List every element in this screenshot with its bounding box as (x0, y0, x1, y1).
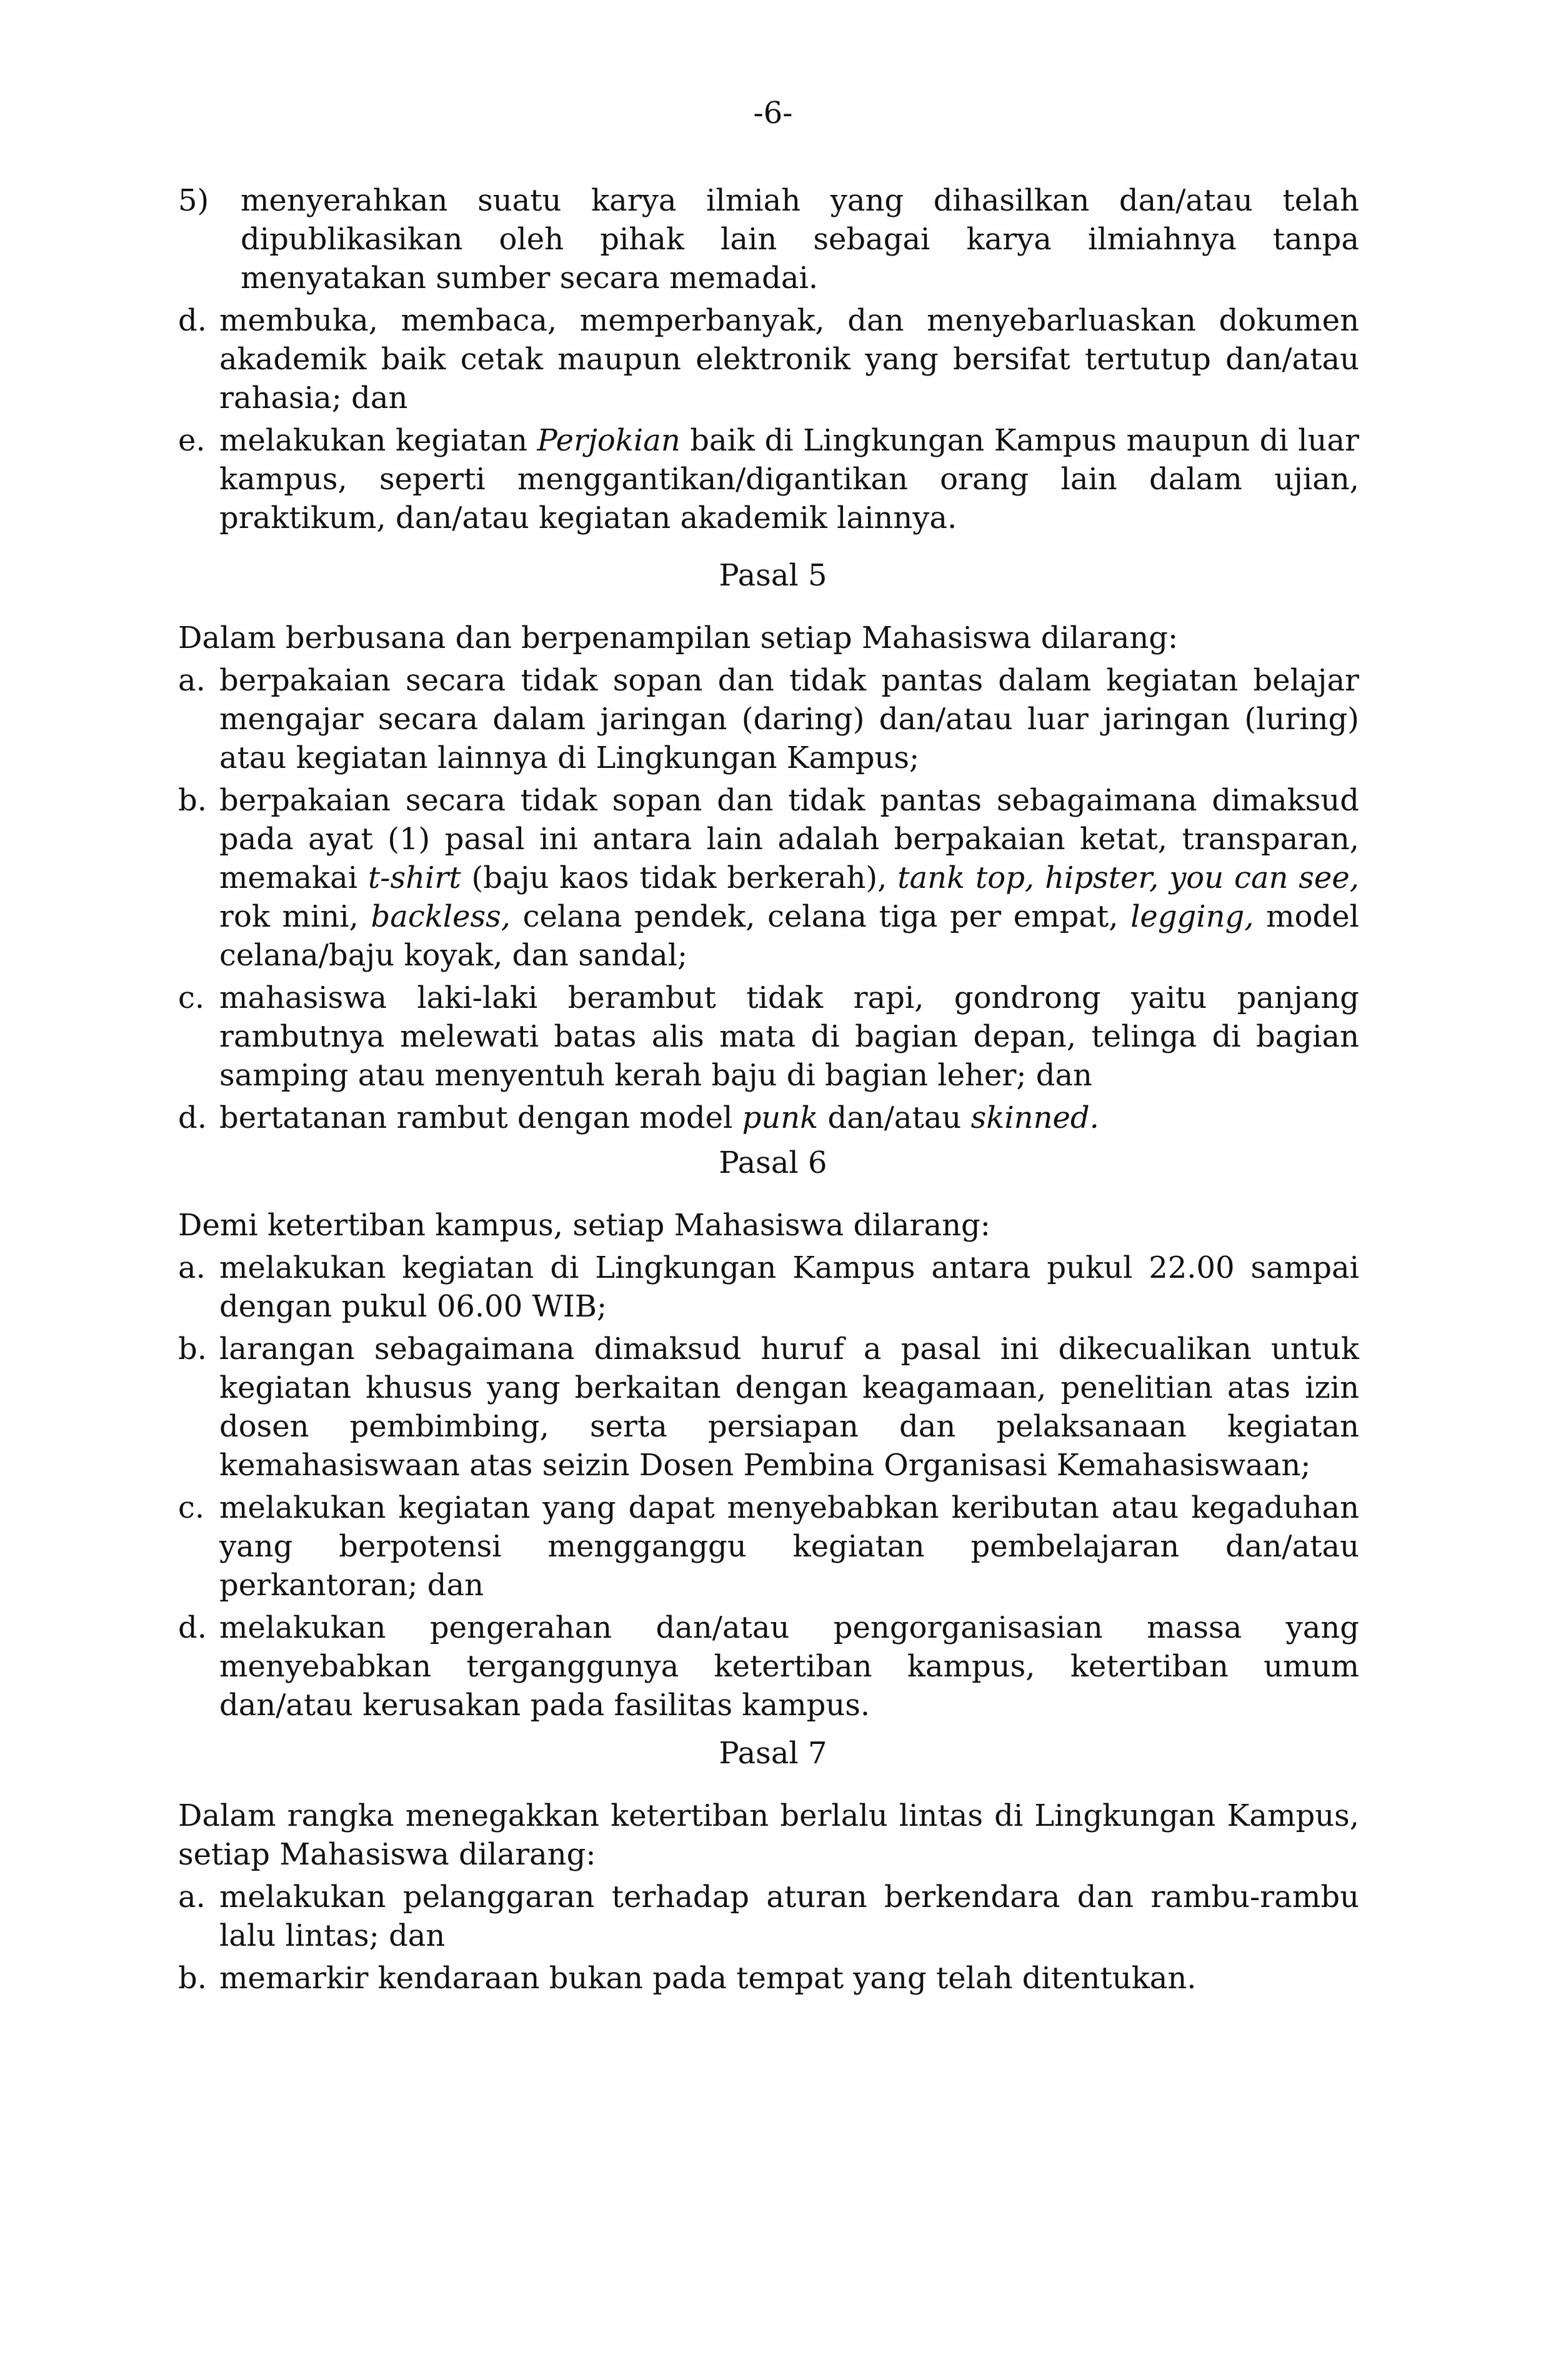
item-text: berpakaian secara tidak sopan dan tidak pantas sebagaimana dimaksud pada ayat (1) pasal ini antara lain adalah berpakaian ketat, transparan, memakai t-shirt (baju kaos tidak berkerah), tank top, hipster, you can see, rok mini, backless, celana pendek, celana tiga per empat, legging, model celana/baju koyak, dan sandal; (219, 783, 1360, 973)
pasal-7-item-b (178, 1959, 1359, 1998)
italic-term: backless, (371, 899, 511, 934)
pasal-7-section (178, 1796, 1359, 2001)
item-text: melakukan pengerahan dan/atau pengorganisasian massa yang menyebabkan terganggunya ketertiban kampus, ketertiban umum dan/atau kerusakan pada fasilitas kampus. (219, 1610, 1359, 1723)
item-marker: a. (178, 1250, 206, 1285)
item-marker: b. (178, 1961, 207, 1996)
item-marker: d. (178, 1100, 207, 1135)
item-marker: 5) (178, 183, 209, 218)
italic-term: t-shirt (368, 860, 461, 895)
list-item-e (178, 421, 1359, 537)
page-number: -6- (753, 96, 793, 131)
pasal-7-item-a (178, 1878, 1359, 1955)
item-marker: b. (178, 1332, 207, 1367)
item-marker: a. (178, 1880, 206, 1914)
italic-term: Perjokian (537, 423, 681, 458)
item-text: melakukan kegiatan yang dapat menyebabkan keributan atau kegaduhan yang berpotensi mengganggu kegiatan pembelajaran dan/atau perkantoran; dan (219, 1490, 1359, 1603)
pasal-5-item-c (178, 978, 1359, 1095)
pasal-6-item-c (178, 1488, 1359, 1605)
item-text: melakukan kegiatan di Lingkungan Kampus antara pukul 22.00 sampai dengan pukul 06.00 WIB; (219, 1250, 1359, 1324)
pasal-5-intro: Dalam berbusana dan berpenampilan setiap Mahasiswa dilarang: (178, 620, 1179, 655)
item-text: berpakaian secara tidak sopan dan tidak pantas dalam kegiatan belajar mengajar secara dalam jaringan (daring) dan/atau luar jaringan (luring) atau kegiatan lainnya di Lingkungan Kampus; (219, 663, 1359, 775)
item-marker: e. (178, 423, 206, 458)
pasal-5-heading: Pasal 5 (719, 558, 827, 593)
item-text: menyerahkan suatu karya ilmiah yang dihasilkan dan/atau telah dipublikasikan oleh pihak lain sebagai karya ilmiahnya tanpa menyatakan sumber secara memadai. (241, 183, 1359, 296)
pasal-6-item-a (178, 1248, 1359, 1326)
italic-term: tank top, hipster, you can see, (897, 860, 1359, 895)
pasal-6-heading: Pasal 6 (719, 1145, 827, 1180)
item-text: bertatanan rambut dengan model punk dan/atau skinned. (219, 1100, 1099, 1135)
pasal-5-item-b (178, 781, 1359, 975)
pasal-6-item-b (178, 1330, 1359, 1485)
pasal-7-intro: Dalam rangka menegakkan ketertiban berlalu lintas di Lingkungan Kampus, setiap Mahasiswa dilarang: (178, 1798, 1359, 1872)
pasal-6-section (178, 1206, 1359, 1728)
item-text: melakukan kegiatan Perjokian baik di Lingkungan Kampus maupun di luar kampus, seperti menggantikan/digantikan orang lain dalam ujian, praktikum, dan/atau kegiatan akademik lainnya. (219, 423, 1359, 535)
item-marker: d. (178, 1610, 207, 1645)
continuation-section (178, 181, 1359, 541)
list-item-d (178, 301, 1359, 417)
item-marker: d. (178, 303, 207, 338)
italic-term: skinned. (970, 1100, 1099, 1135)
item-text: memarkir kendaraan bukan pada tempat yang telah ditentukan. (219, 1961, 1197, 1996)
pasal-6-item-d (178, 1608, 1359, 1725)
pasal-5-item-a (178, 661, 1359, 777)
pasal-6-intro: Demi ketertiban kampus, setiap Mahasiswa dilarang: (178, 1208, 990, 1243)
pasal-7-heading: Pasal 7 (719, 1736, 827, 1771)
pasal-5-item-d (178, 1098, 1359, 1137)
item-marker: a. (178, 663, 206, 698)
item-marker: c. (178, 1490, 205, 1525)
item-marker: b. (178, 783, 207, 818)
italic-term: punk (742, 1100, 819, 1135)
item-text: melakukan pelanggaran terhadap aturan berkendara dan rambu-rambu lalu lintas; dan (219, 1880, 1359, 1953)
italic-term: legging, (1130, 899, 1254, 934)
list-item-5 (178, 181, 1359, 297)
item-text: membuka, membaca, memperbanyak, dan menyebarluaskan dokumen akademik baik cetak maupun elektronik yang bersifat tertutup dan/atau rahasia; dan (219, 303, 1359, 416)
item-text: larangan sebagaimana dimaksud huruf a pasal ini dikecualikan untuk kegiatan khusus yang berkaitan dengan keagamaan, penelitian atas izin dosen pembimbing, serta persiapan dan pelaksanaan kegiatan kemahasiswaan atas seizin Dosen Pembina Organisasi Kemahasiswaan; (219, 1332, 1359, 1483)
pasal-5-section (178, 619, 1359, 1141)
item-marker: c. (178, 980, 205, 1015)
item-text: mahasiswa laki-laki berambut tidak rapi, gondrong yaitu panjang rambutnya melewati batas alis mata di bagian depan, telinga di bagian samping atau menyentuh kerah baju di bagian leher; dan (219, 980, 1359, 1093)
